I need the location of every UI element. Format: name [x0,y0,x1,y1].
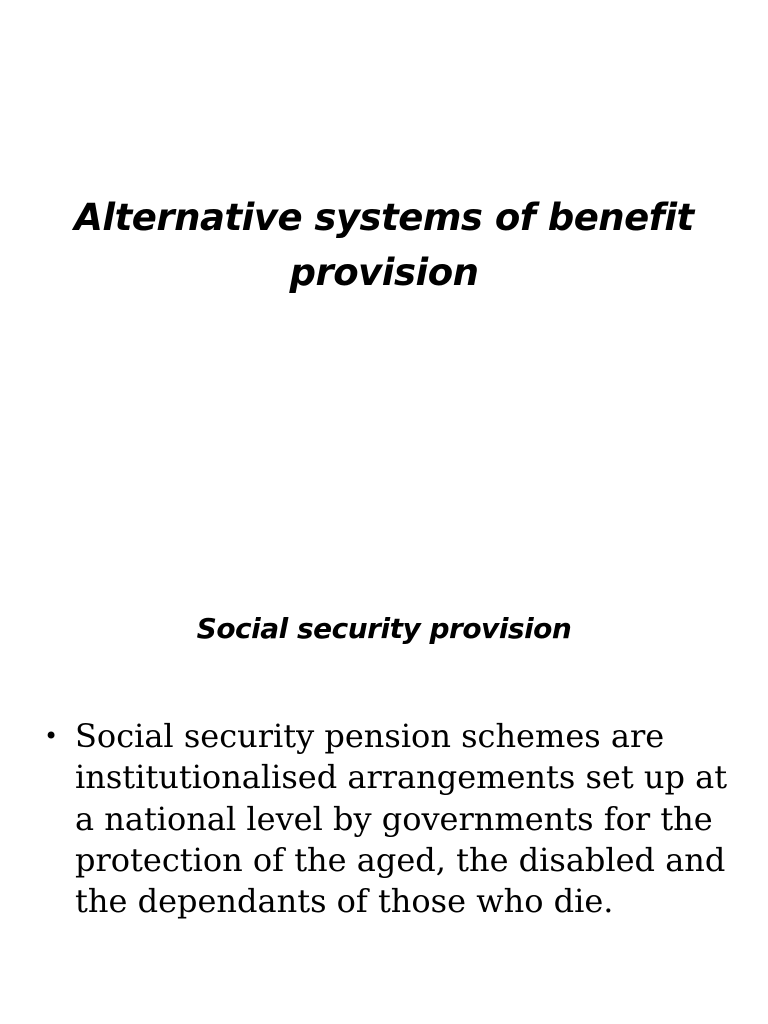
slide-title: Alternative systems of benefit provision [74,196,694,294]
bullet-item [40,716,730,922]
bullet-dot-icon: • [44,722,59,750]
bullet-text: Social security pension schemes are institutionalised arrangements set up at a national level by governments for the protection of the aged, the disabled and the dependants of those who die. [75,717,728,921]
section-heading: Social security provision [196,612,572,645]
bullet-list [40,716,730,922]
